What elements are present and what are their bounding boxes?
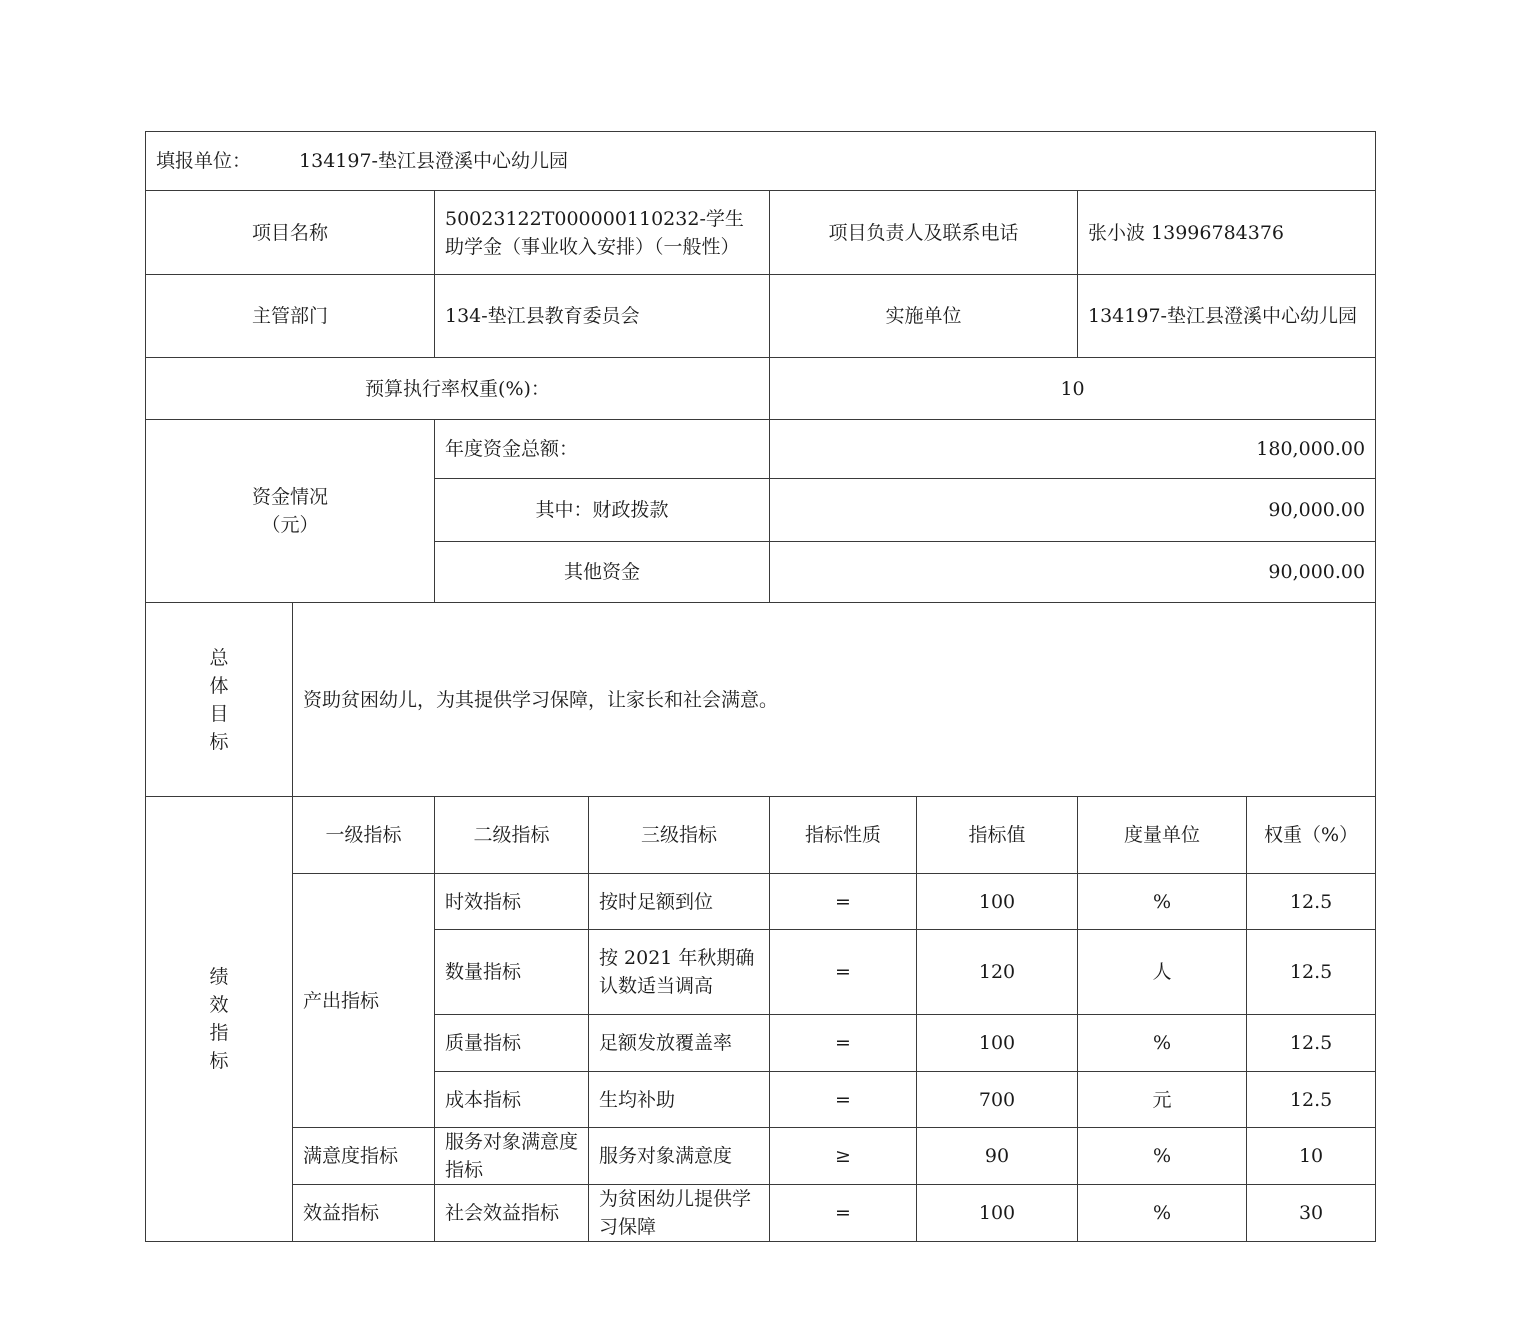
performance-indicators-label [146,797,293,1242]
weight-cell: 12.5 [1247,1015,1376,1072]
implementing-unit-value: 134197-垫江县澄溪中心幼儿园 [1078,275,1376,358]
level3-cell: 足额发放覆盖率 [589,1015,770,1072]
table-row [146,1185,1376,1242]
weight-cell: 10 [1247,1128,1376,1185]
nature-cell: = [770,874,917,930]
contact-label: 项目负责人及联系电话 [770,191,1078,275]
unit-cell: % [1078,1185,1247,1242]
nature-cell: = [770,1072,917,1128]
nature-cell: ≥ [770,1128,917,1185]
level2-cell: 时效指标 [435,874,589,930]
budget-weight-value: 10 [770,358,1376,420]
level2-cell: 质量指标 [435,1015,589,1072]
unit-cell: % [1078,1015,1247,1072]
value-cell: 700 [917,1072,1078,1128]
header-level2: 二级指标 [435,797,589,874]
overall-goal-label-text: 总体目标 [209,646,229,753]
weight-cell: 12.5 [1247,1072,1376,1128]
implementing-unit-label: 实施单位 [770,275,1078,358]
unit-cell: 元 [1078,1072,1247,1128]
nature-cell: = [770,1185,917,1242]
level1-benefit: 效益指标 [293,1185,435,1242]
level2-cell: 数量指标 [435,930,589,1015]
level1-satisfaction: 满意度指标 [293,1128,435,1185]
reporting-unit-label: 填报单位： [156,150,252,172]
overall-goal-text: 资助贫困幼儿，为其提供学习保障，让家长和社会满意。 [293,603,1376,797]
reporting-unit-value: 134197-垫江县澄溪中心幼儿园 [299,150,568,172]
funds-label-line2: （元） [261,514,319,536]
value-cell: 100 [917,1185,1078,1242]
header-level3: 三级指标 [589,797,770,874]
level3-cell: 生均补助 [589,1072,770,1128]
fiscal-allocation-label: 其中：财政拨款 [435,479,770,542]
department-label: 主管部门 [146,275,435,358]
level2-cell: 成本指标 [435,1072,589,1128]
level2-cell: 社会效益指标 [435,1185,589,1242]
value-cell: 120 [917,930,1078,1015]
level3-cell: 为贫困幼儿提供学习保障 [589,1185,770,1242]
annual-total-value: 180,000.00 [770,420,1376,479]
unit-cell: % [1078,1128,1247,1185]
budget-weight-label: 预算执行率权重(%)： [146,358,770,420]
level3-cell: 服务对象满意度 [589,1128,770,1185]
level2-cell: 服务对象满意度指标 [435,1128,589,1185]
header-level1: 一级指标 [293,797,435,874]
other-funds-label: 其他资金 [435,542,770,603]
value-cell: 100 [917,874,1078,930]
performance-indicators-label-text: 绩效指标 [209,966,229,1072]
nature-cell: = [770,1015,917,1072]
header-value: 指标值 [917,797,1078,874]
weight-cell: 30 [1247,1185,1376,1242]
header-nature: 指标性质 [770,797,917,874]
funds-label [146,420,435,603]
table-row [146,874,1376,930]
performance-target-form [145,131,1376,1242]
project-name-label: 项目名称 [146,191,435,275]
level1-output: 产出指标 [293,874,435,1128]
value-cell: 90 [917,1128,1078,1185]
project-name-value: 50023122T000000110232-学生助学金（事业收入安排）（一般性） [435,191,770,275]
unit-cell: 人 [1078,930,1247,1015]
reporting-unit-row [146,132,1376,191]
level3-cell: 按 2021 年秋期确认数适当调高 [589,930,770,1015]
nature-cell: = [770,930,917,1015]
header-weight: 权重（%） [1247,797,1376,874]
unit-cell: % [1078,874,1247,930]
overall-goal-label [146,603,293,797]
weight-cell: 12.5 [1247,930,1376,1015]
fiscal-allocation-value: 90,000.00 [770,479,1376,542]
weight-cell: 12.5 [1247,874,1376,930]
header-unit: 度量单位 [1078,797,1247,874]
table-row [146,1128,1376,1185]
department-value: 134-垫江县教育委员会 [435,275,770,358]
value-cell: 100 [917,1015,1078,1072]
other-funds-value: 90,000.00 [770,542,1376,603]
level3-cell: 按时足额到位 [589,874,770,930]
contact-value: 张小波 13996784376 [1078,191,1376,275]
annual-total-label: 年度资金总额： [435,420,770,479]
funds-label-line1: 资金情况 [251,486,328,508]
